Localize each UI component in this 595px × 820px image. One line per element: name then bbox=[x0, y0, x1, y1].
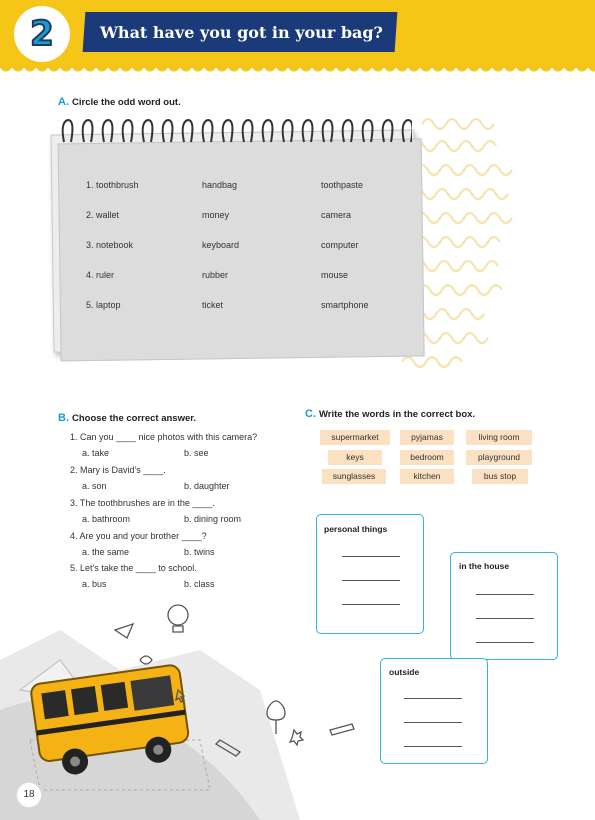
question-2: 2. Mary is David's ____. bbox=[70, 465, 166, 475]
word-option[interactable]: 4. ruler bbox=[86, 270, 115, 280]
word-chip[interactable]: kitchen bbox=[400, 469, 454, 484]
unit-badge bbox=[14, 6, 70, 62]
answer-option[interactable]: a. bathroom bbox=[82, 514, 131, 524]
word-option[interactable]: 5. laptop bbox=[86, 300, 121, 310]
unit-number: 2 bbox=[30, 14, 54, 54]
spiral-binding bbox=[56, 114, 412, 144]
write-line[interactable] bbox=[342, 580, 400, 581]
school-bus-illustration bbox=[0, 590, 380, 820]
word-option[interactable]: rubber bbox=[202, 270, 229, 280]
section-c-instruction: Write the words in the correct box. bbox=[319, 409, 476, 420]
section-c-heading bbox=[305, 408, 475, 420]
word-option[interactable]: computer bbox=[321, 240, 359, 250]
answer-option[interactable]: a. bus bbox=[82, 579, 107, 589]
question-1: 1. Can you ____ nice photos with this camera? bbox=[70, 432, 258, 442]
write-line[interactable] bbox=[404, 746, 462, 747]
question-3: 3. The toothbrushes are in the ____. bbox=[70, 498, 215, 508]
word-option[interactable]: 2. wallet bbox=[86, 210, 120, 220]
word-chip[interactable]: supermarket bbox=[320, 430, 390, 445]
answer-option[interactable]: b. twins bbox=[184, 547, 215, 557]
box-outside-title: outside bbox=[389, 667, 420, 677]
answer-option[interactable]: b. dining room bbox=[184, 514, 242, 524]
box-house-title: in the house bbox=[459, 561, 510, 571]
answer-option[interactable]: b. daughter bbox=[184, 481, 230, 491]
word-option[interactable]: smartphone bbox=[321, 300, 369, 310]
question-5: 5. Let's take the ____ to school. bbox=[70, 563, 197, 573]
section-a-instruction: Circle the odd word out. bbox=[72, 97, 181, 108]
word-option[interactable]: 3. notebook bbox=[86, 240, 134, 250]
answer-option[interactable]: b. class bbox=[184, 579, 215, 589]
page-number: 18 bbox=[16, 782, 42, 808]
word-chip[interactable]: keys bbox=[328, 450, 382, 465]
box-personal-title: personal things bbox=[324, 524, 388, 534]
word-option[interactable]: camera bbox=[321, 210, 352, 220]
answer-option[interactable]: a. the same bbox=[82, 547, 130, 557]
word-chip[interactable]: playground bbox=[466, 450, 532, 465]
write-line[interactable] bbox=[404, 722, 462, 723]
word-option[interactable]: mouse bbox=[321, 270, 349, 280]
answer-option[interactable]: b. see bbox=[184, 448, 209, 458]
write-line[interactable] bbox=[476, 594, 534, 595]
word-option[interactable]: 1. toothbrush bbox=[86, 180, 139, 190]
section-b-heading bbox=[58, 412, 196, 424]
word-chip[interactable]: bus stop bbox=[472, 469, 528, 484]
word-chip[interactable]: pyjamas bbox=[400, 430, 454, 445]
answer-option[interactable]: a. take bbox=[82, 448, 110, 458]
word-option[interactable]: toothpaste bbox=[321, 180, 364, 190]
section-a-letter: A. bbox=[58, 96, 69, 108]
word-chip[interactable]: bedroom bbox=[400, 450, 454, 465]
write-line[interactable] bbox=[342, 556, 400, 557]
answer-option[interactable]: a. son bbox=[82, 481, 107, 491]
word-option[interactable]: handbag bbox=[202, 180, 238, 190]
word-option[interactable]: money bbox=[202, 210, 230, 220]
write-line[interactable] bbox=[476, 642, 534, 643]
word-option[interactable]: keyboard bbox=[202, 240, 240, 250]
word-chip[interactable]: sunglasses bbox=[322, 469, 386, 484]
section-b-letter: B. bbox=[58, 412, 69, 424]
write-line[interactable] bbox=[476, 618, 534, 619]
word-chip[interactable]: living room bbox=[466, 430, 532, 445]
section-c-letter: C. bbox=[305, 408, 316, 420]
write-line[interactable] bbox=[404, 698, 462, 699]
section-a-heading bbox=[58, 96, 181, 108]
section-b-instruction: Choose the correct answer. bbox=[72, 413, 197, 424]
question-4: 4. Are you and your brother ____? bbox=[70, 531, 207, 541]
title-banner bbox=[83, 12, 398, 52]
page-title: What have you got in your bag? bbox=[100, 22, 383, 42]
word-option[interactable]: ticket bbox=[202, 300, 224, 310]
